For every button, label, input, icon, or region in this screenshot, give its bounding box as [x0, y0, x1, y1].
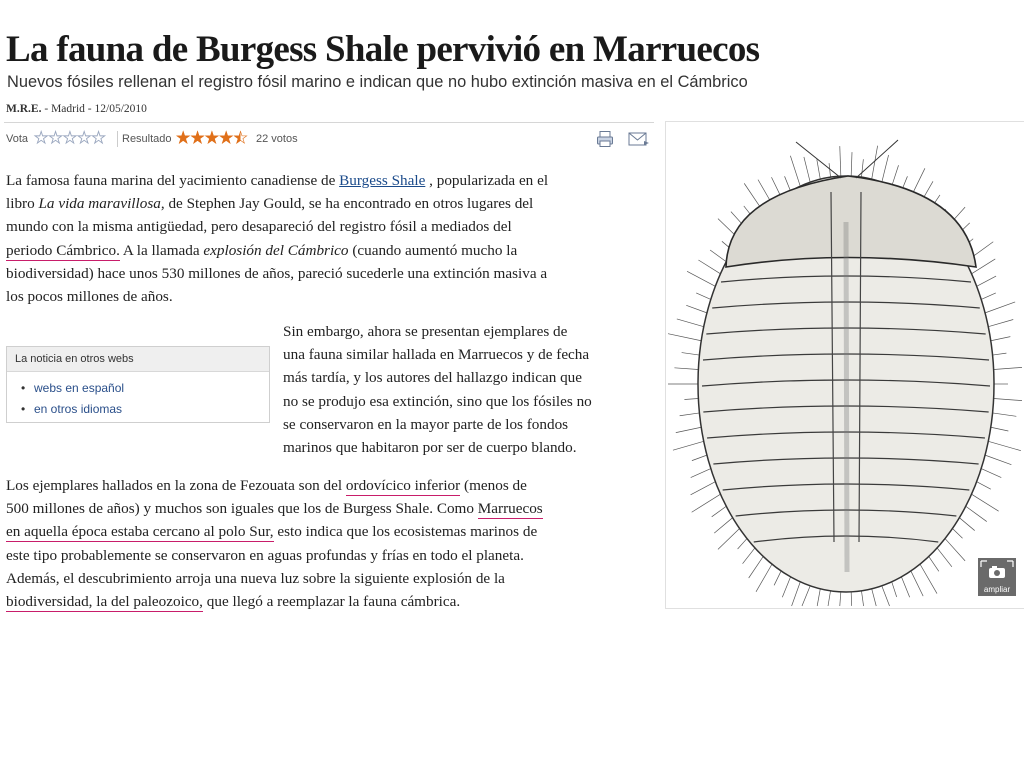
text-segment: (menos de	[460, 477, 527, 494]
vote-star-icon[interactable]: ★	[62, 130, 78, 147]
text-segment: esto indica que los ecosistemas marinos de	[273, 523, 538, 541]
burgess-shale-link[interactable]: Burgess Shale	[339, 172, 426, 189]
text-segment: La famosa fauna marina del yacimiento canadiense de	[6, 172, 340, 189]
related-webs-box	[6, 346, 270, 423]
paragraph-2	[283, 320, 655, 459]
text-line: no se produjo esa extinción, sino que los fósiles no	[283, 392, 592, 410]
vote-star-icon[interactable]: ★	[48, 130, 63, 147]
byline-place: Madrid	[51, 103, 85, 115]
text-line: Además, el descubrimiento arroja una nueva luz sobre la siguiente explosión de la	[6, 569, 505, 587]
byline-separator: -	[41, 103, 52, 115]
text-line	[6, 192, 654, 215]
underlined-phrase: biodiversidad, la del paleozoico,	[6, 593, 203, 611]
header-divider	[4, 122, 654, 123]
underlined-phrase: periodo Cámbrico.	[6, 241, 120, 259]
text-line: este tipo probablemente se conservaron en aguas profundas y frías en todo el planeta.	[6, 546, 524, 564]
text-segment: 500 millones de años) y muchos son iguales que los de Burgess Shale. Como	[6, 500, 478, 518]
vote-label: Vota	[6, 133, 29, 145]
vote-star-icon[interactable]: ★	[77, 130, 92, 147]
enlarge-label: ampliar	[983, 585, 1011, 594]
text-line	[6, 474, 654, 497]
underlined-phrase: en aquella época estaba cercano al polo Sur,	[6, 523, 274, 541]
italic-phrase: explosión del Cámbrico	[203, 241, 349, 259]
related-webs-title: La noticia en otros webs	[7, 347, 269, 372]
result-stars	[176, 131, 248, 147]
text-segment: , popularizada en el	[425, 172, 549, 189]
rating-star-icon: ★	[176, 130, 191, 147]
byline-date: 12/05/2010	[94, 103, 147, 115]
vote-star-icon[interactable]: ★	[91, 130, 106, 147]
enlarge-button[interactable]	[978, 558, 1016, 596]
result-label: Resultado	[122, 133, 172, 145]
text-segment: (cuando aumentó mucho la	[348, 241, 518, 259]
text-line	[6, 590, 654, 613]
fossil-photo[interactable]	[665, 121, 1024, 609]
text-line: biodiversidad) hace unos 530 millones de años, pareció sucederle una extinción masiva a	[6, 264, 548, 282]
byline-separator: -	[84, 103, 95, 115]
text-line: marinos que habitaron por ser de cuerpo blando.	[283, 439, 577, 457]
rating-star-icon: ★	[190, 130, 205, 147]
rating-star-icon: ★	[219, 130, 234, 147]
book-title: La vida maravillosa	[38, 195, 161, 213]
text-segment: libro	[6, 195, 39, 213]
related-web-link[interactable]: • en otros idiomas	[21, 399, 269, 420]
text-line: los pocos millones de años.	[6, 288, 173, 306]
text-line: se conservaron en la mayor parte de los fondos	[283, 415, 569, 433]
underlined-phrase: ordovícico inferior	[345, 477, 461, 494]
byline-author: M.R.E.	[6, 103, 42, 115]
text-line: mundo con la misma antigüedad, pero desapareció del registro fósil a mediados del	[6, 218, 512, 236]
article-subheadline: Nuevos fósiles rellenan el registro fósil marino e indican que no hubo extinción masiva en el Cámbrico	[7, 73, 748, 91]
text-line	[6, 169, 654, 192]
text-line: una fauna similar hallada en Marruecos y de fecha	[283, 346, 590, 364]
fossil-illustration	[666, 122, 1024, 608]
text-segment: que llegó a reemplazar la fauna cámbrica.	[202, 593, 461, 611]
rating-star-icon: ★	[233, 130, 248, 147]
byline	[6, 103, 147, 115]
text-segment: Los ejemplares hallados en la zona de Fezouata son del	[6, 477, 346, 494]
vote-bar	[6, 131, 654, 149]
text-line: Sin embargo, ahora se presentan ejemplares de	[283, 323, 568, 340]
text-line: más tardía, y los autores del hallazgo indican que	[283, 369, 583, 387]
text-line	[6, 497, 654, 520]
print-icon[interactable]	[596, 130, 614, 148]
vote-count: 22 votos	[256, 133, 298, 145]
paragraph-3	[6, 474, 654, 613]
vote-star-icon[interactable]: ★	[34, 130, 49, 147]
text-segment: , de Stephen Jay Gould, se ha encontrado en otros lugares del	[160, 195, 534, 213]
related-webs-list	[7, 372, 269, 420]
email-icon[interactable]	[628, 131, 650, 147]
text-line	[6, 239, 654, 262]
paragraph-1	[6, 169, 654, 308]
text-segment: A la llamada	[119, 241, 204, 259]
camera-icon	[978, 558, 1016, 584]
article-headline: La fauna de Burgess Shale pervivió en Marruecos	[6, 29, 760, 70]
related-web-link[interactable]: • webs en español	[21, 378, 269, 399]
vote-stars[interactable]	[34, 131, 106, 147]
underlined-phrase: Marruecos	[477, 500, 543, 518]
rating-star-icon: ★	[204, 130, 220, 147]
vote-divider	[117, 131, 118, 147]
text-line	[6, 520, 654, 543]
